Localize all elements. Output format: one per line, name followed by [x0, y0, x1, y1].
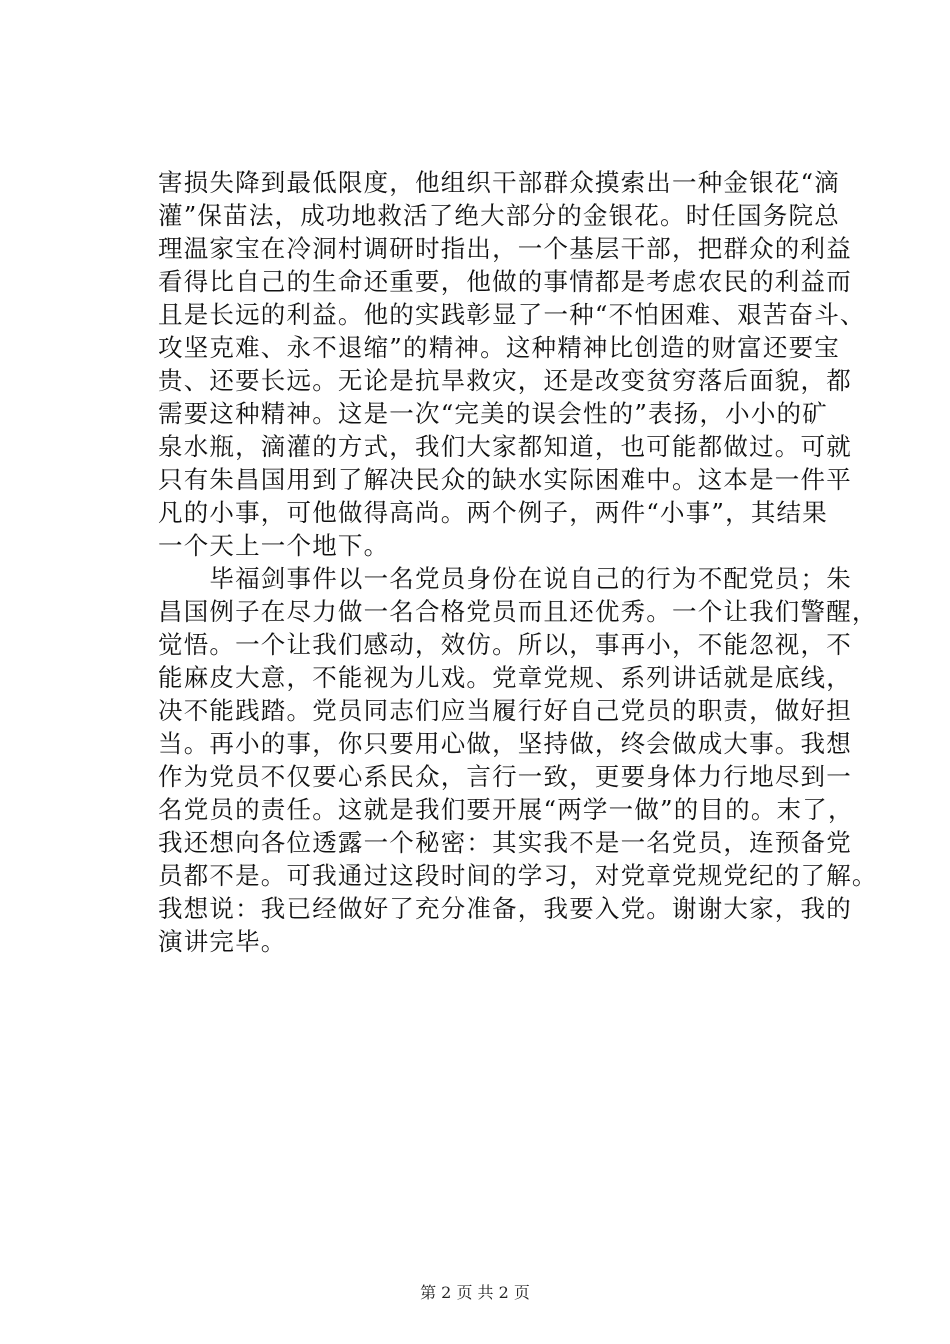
text-line: 演讲完毕。 [158, 927, 287, 956]
text-line: 贵、还要长远。无论是抗旱救灾，还是改变贫穷落后面貌，都 [158, 366, 852, 395]
text-line: 只有朱昌国用到了解决民众的缺水实际困难中。这本是一件平 [158, 465, 852, 494]
text-line: 我还想向各位透露一个秘密：其实我不是一名党员，连预备党 [158, 828, 852, 857]
text-line: 理温家宝在冷洞村调研时指出，一个基层干部，把群众的利益 [158, 234, 852, 263]
text-line: 需要这种精神。这是一次“完美的误会性的”表扬，小小的矿 [158, 399, 828, 428]
text-line: 我想说：我已经做好了充分准备，我要入党。谢谢大家，我的 [158, 894, 852, 923]
page-number-footer: 第 2 页 共 2 页 [420, 1283, 530, 1302]
text-line: 且是长远的利益。他的实践彰显了一种“不怕困难、艰苦奋斗、 [158, 300, 866, 329]
text-line: 名党员的责任。这就是我们要开展“两学一做”的目的。末了， [158, 795, 854, 824]
text-line: 凡的小事，可他做得高尚。两个例子，两件“小事”，其结果 [158, 498, 828, 527]
text-line: 看得比自己的生命还重要，他做的事情都是考虑农民的利益而 [158, 267, 852, 296]
text-line: 觉悟。一个让我们感动，效仿。所以，事再小，不能忽视，不 [158, 630, 852, 659]
text-line: 员都不是。可我通过这段时间的学习，对党章党规党纪的了解。 [158, 861, 878, 890]
text-line: 作为党员不仅要心系民众，言行一致，更要身体力行地尽到一 [158, 762, 852, 791]
document-body [158, 166, 878, 958]
text-line: 昌国例子在尽力做一名合格党员而且还优秀。一个让我们警醒， [158, 597, 878, 626]
text-line: 毕福剑事件以一名党员身份在说自己的行为不配党员；朱 [158, 564, 852, 593]
text-line: 当。再小的事，你只要用心做，坚持做，终会做成大事。我想 [158, 729, 852, 758]
text-line: 害损失降到最低限度，他组织干部群众摸索出一种金银花“滴 [158, 168, 840, 197]
text-line: 决不能践踏。党员同志们应当履行好自己党员的职责，做好担 [158, 696, 852, 725]
text-line: 灌”保苗法，成功地救活了绝大部分的金银花。时任国务院总 [158, 201, 840, 230]
text-line: 一个天上一个地下。 [158, 531, 390, 560]
text-line: 攻坚克难、永不退缩”的精神。这种精神比创造的财富还要宝 [158, 333, 840, 362]
text-line: 泉水瓶，滴灌的方式，我们大家都知道，也可能都做过。可就 [158, 432, 852, 461]
text-line: 能麻皮大意，不能视为儿戏。党章党规、系列讲话就是底线， [158, 663, 852, 692]
